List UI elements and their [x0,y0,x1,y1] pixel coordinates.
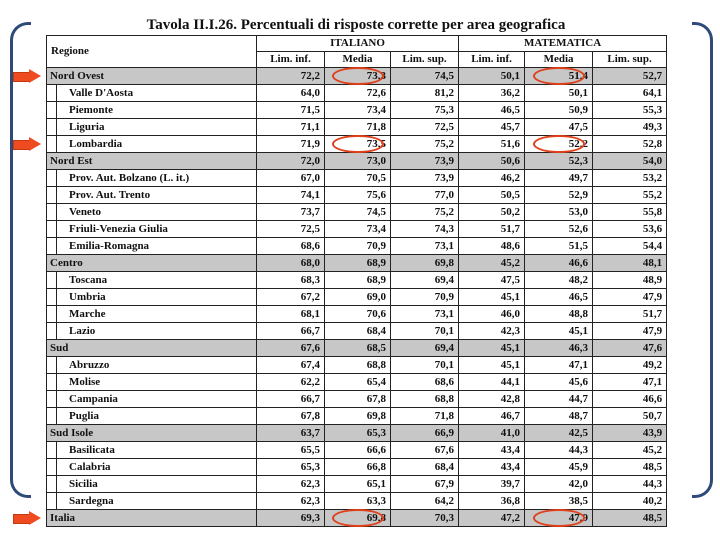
value-cell: 47,1 [593,374,667,391]
table-row [47,119,667,136]
header-ita-media: Media [325,52,391,68]
value-cell: 68,9 [325,272,391,289]
value-cell: 66,8 [325,459,391,476]
value-cell: 67,9 [391,476,459,493]
indent-cell [47,289,57,306]
table-row [47,476,667,493]
header-mat-media: Media [525,52,593,68]
region-name: Toscana [57,272,257,289]
value-cell: 48,8 [525,306,593,323]
value-cell: 45,2 [459,255,525,272]
value-cell: 65,5 [257,442,325,459]
value-cell: 67,6 [257,340,325,357]
value-cell: 72,2 [257,68,325,85]
value-cell: 64,1 [593,85,667,102]
value-cell: 67,8 [325,391,391,408]
value-cell: 51,5 [525,238,593,255]
value-cell: 68,4 [325,323,391,340]
region-name: Liguria [57,119,257,136]
highlight-arrow-icon [13,137,41,151]
table-row [47,238,667,255]
value-cell: 62,3 [257,476,325,493]
value-cell: 47,1 [525,357,593,374]
value-cell: 70,3 [391,510,459,527]
value-cell: 52,2 [525,136,593,153]
table-row [47,255,667,272]
indent-cell [47,459,57,476]
table-row [47,102,667,119]
highlight-oval [332,509,384,527]
value-cell: 73,9 [391,170,459,187]
value-cell: 48,2 [525,272,593,289]
indent-cell [47,323,57,340]
value-cell: 55,2 [593,187,667,204]
value-cell: 68,3 [257,272,325,289]
table-row [47,323,667,340]
value-cell: 45,6 [525,374,593,391]
indent-cell [47,442,57,459]
value-cell: 69,4 [391,272,459,289]
value-cell: 40,2 [593,493,667,510]
value-cell: 73,1 [391,306,459,323]
indent-cell [47,391,57,408]
value-cell: 70,5 [325,170,391,187]
table-row [47,187,667,204]
header-row-groups [47,36,667,52]
value-cell: 77,0 [391,187,459,204]
value-cell: 48,9 [593,272,667,289]
table-row [47,340,667,357]
table-row [47,442,667,459]
region-name: Calabria [57,459,257,476]
value-cell: 64,2 [391,493,459,510]
region-name: Puglia [57,408,257,425]
region-name: Lombardia [57,136,257,153]
region-group-name: Sud [47,340,257,357]
value-cell: 68,6 [391,374,459,391]
value-cell: 43,4 [459,459,525,476]
value-cell: 70,9 [325,238,391,255]
value-cell: 48,6 [459,238,525,255]
value-cell: 44,7 [525,391,593,408]
value-cell: 53,6 [593,221,667,238]
value-cell: 46,2 [459,170,525,187]
indent-cell [47,357,57,374]
value-cell: 73,4 [325,102,391,119]
region-name: Sicilia [57,476,257,493]
table-row [47,170,667,187]
region-name: Prov. Aut. Trento [57,187,257,204]
value-cell: 67,4 [257,357,325,374]
value-cell: 53,0 [525,204,593,221]
region-group-name: Nord Est [47,153,257,170]
value-cell: 36,2 [459,85,525,102]
header-ita-lim-sup: Lim. sup. [391,52,459,68]
value-cell: 48,5 [593,459,667,476]
region-name: Marche [57,306,257,323]
region-group-name: Italia [47,510,257,527]
value-cell: 52,8 [593,136,667,153]
value-cell: 75,2 [391,136,459,153]
value-cell: 53,2 [593,170,667,187]
value-cell: 69,8 [325,408,391,425]
indent-cell [47,187,57,204]
value-cell: 55,8 [593,204,667,221]
value-cell: 45,9 [525,459,593,476]
highlight-arrow-icon [13,511,41,525]
value-cell: 43,9 [593,425,667,442]
value-cell: 52,7 [593,68,667,85]
header-regione: Regione [47,36,257,68]
indent-cell [47,493,57,510]
indent-cell [47,221,57,238]
value-cell: 50,9 [525,102,593,119]
region-name: Friuli-Venezia Giulia [57,221,257,238]
value-cell: 65,3 [325,425,391,442]
value-cell: 64,0 [257,85,325,102]
value-cell: 73,7 [257,204,325,221]
table-row [47,391,667,408]
table-title: Tavola II.I.26. Percentuali di risposte corrette per area geografica [146,17,566,33]
value-cell: 47,2 [459,510,525,527]
value-cell: 47,9 [593,323,667,340]
value-cell: 74,3 [391,221,459,238]
value-cell: 41,0 [459,425,525,442]
value-cell: 62,3 [257,493,325,510]
value-cell: 75,2 [391,204,459,221]
value-cell: 74,1 [257,187,325,204]
value-cell: 69,8 [391,255,459,272]
value-cell: 68,9 [325,255,391,272]
value-cell: 46,0 [459,306,525,323]
value-cell: 45,1 [459,289,525,306]
value-cell: 47,9 [525,510,593,527]
value-cell: 50,6 [459,153,525,170]
table-row [47,85,667,102]
value-cell: 66,7 [257,323,325,340]
header-mat-lim-sup: Lim. sup. [593,52,667,68]
value-cell: 52,6 [525,221,593,238]
indent-cell [47,306,57,323]
value-cell: 51,6 [459,136,525,153]
value-cell: 47,5 [459,272,525,289]
value-cell: 52,3 [525,153,593,170]
value-cell: 46,7 [459,408,525,425]
indent-cell [47,136,57,153]
region-name: Veneto [57,204,257,221]
value-cell: 74,5 [325,204,391,221]
indent-cell [47,170,57,187]
value-cell: 73,4 [325,221,391,238]
region-group-name: Nord Ovest [47,68,257,85]
value-cell: 50,1 [525,85,593,102]
value-cell: 52,9 [525,187,593,204]
value-cell: 42,5 [525,425,593,442]
value-cell: 54,4 [593,238,667,255]
table-row [47,272,667,289]
table-row [47,374,667,391]
table-row [47,357,667,374]
value-cell: 63,3 [325,493,391,510]
region-name: Prov. Aut. Bolzano (L. it.) [57,170,257,187]
value-cell: 67,2 [257,289,325,306]
header-mat-lim-inf: Lim. inf. [459,52,525,68]
table-row [47,425,667,442]
value-cell: 48,7 [525,408,593,425]
region-name: Abruzzo [57,357,257,374]
value-cell: 73,1 [391,238,459,255]
table-row [47,408,667,425]
indent-cell [47,272,57,289]
value-cell: 67,0 [257,170,325,187]
value-cell: 47,6 [593,340,667,357]
value-cell: 65,4 [325,374,391,391]
value-cell: 49,2 [593,357,667,374]
value-cell: 68,6 [257,238,325,255]
indent-cell [47,102,57,119]
value-cell: 71,5 [257,102,325,119]
table-row [47,493,667,510]
value-cell: 72,0 [257,153,325,170]
value-cell: 50,7 [593,408,667,425]
value-cell: 68,1 [257,306,325,323]
value-cell: 70,6 [325,306,391,323]
value-cell: 65,1 [325,476,391,493]
value-cell: 73,3 [325,68,391,85]
value-cell: 36,8 [459,493,525,510]
value-cell: 49,3 [593,119,667,136]
value-cell: 47,5 [525,119,593,136]
header-italiano: ITALIANO [257,36,459,52]
value-cell: 67,6 [391,442,459,459]
value-cell: 69,3 [257,510,325,527]
results-table [46,35,667,527]
value-cell: 45,2 [593,442,667,459]
indent-cell [47,85,57,102]
right-bracket-decoration [692,22,713,498]
value-cell: 75,3 [391,102,459,119]
value-cell: 69,8 [325,510,391,527]
region-group-name: Sud Isole [47,425,257,442]
value-cell: 50,1 [459,68,525,85]
value-cell: 68,4 [391,459,459,476]
region-group-name: Centro [47,255,257,272]
header-ita-lim-inf: Lim. inf. [257,52,325,68]
value-cell: 71,8 [325,119,391,136]
value-cell: 54,0 [593,153,667,170]
indent-cell [47,119,57,136]
table-row [47,204,667,221]
value-cell: 73,5 [325,136,391,153]
value-cell: 72,5 [391,119,459,136]
value-cell: 46,3 [525,340,593,357]
value-cell: 69,4 [391,340,459,357]
value-cell: 51,4 [525,68,593,85]
value-cell: 46,6 [525,255,593,272]
indent-cell [47,204,57,221]
value-cell: 48,1 [593,255,667,272]
value-cell: 42,8 [459,391,525,408]
value-cell: 44,3 [593,476,667,493]
value-cell: 73,0 [325,153,391,170]
value-cell: 45,1 [459,357,525,374]
value-cell: 67,8 [257,408,325,425]
value-cell: 66,6 [325,442,391,459]
value-cell: 65,3 [257,459,325,476]
header-matematica: MATEMATICA [459,36,667,52]
value-cell: 72,5 [257,221,325,238]
value-cell: 70,1 [391,357,459,374]
value-cell: 49,7 [525,170,593,187]
region-name: Lazio [57,323,257,340]
value-cell: 45,1 [459,340,525,357]
indent-cell [47,374,57,391]
value-cell: 63,7 [257,425,325,442]
value-cell: 46,5 [459,102,525,119]
region-name: Umbria [57,289,257,306]
value-cell: 73,9 [391,153,459,170]
value-cell: 74,5 [391,68,459,85]
value-cell: 38,5 [525,493,593,510]
value-cell: 66,7 [257,391,325,408]
value-cell: 68,8 [391,391,459,408]
value-cell: 68,8 [325,357,391,374]
region-name: Molise [57,374,257,391]
value-cell: 51,7 [593,306,667,323]
value-cell: 71,1 [257,119,325,136]
table-row [47,289,667,306]
value-cell: 43,4 [459,442,525,459]
value-cell: 71,9 [257,136,325,153]
indent-cell [47,408,57,425]
value-cell: 51,7 [459,221,525,238]
region-name: Emilia-Romagna [57,238,257,255]
region-name: Valle D'Aosta [57,85,257,102]
value-cell: 69,0 [325,289,391,306]
value-cell: 46,6 [593,391,667,408]
left-bracket-decoration [10,22,31,498]
highlight-oval [332,67,384,85]
value-cell: 62,2 [257,374,325,391]
value-cell: 68,0 [257,255,325,272]
value-cell: 70,9 [391,289,459,306]
table-row [47,306,667,323]
value-cell: 50,5 [459,187,525,204]
value-cell: 44,3 [525,442,593,459]
value-cell: 48,5 [593,510,667,527]
highlight-oval [533,509,585,527]
value-cell: 55,3 [593,102,667,119]
table-row [47,221,667,238]
value-cell: 45,7 [459,119,525,136]
indent-cell [47,476,57,493]
region-name: Campania [57,391,257,408]
region-name: Sardegna [57,493,257,510]
value-cell: 39,7 [459,476,525,493]
value-cell: 70,1 [391,323,459,340]
highlight-oval [533,135,585,153]
table-row [47,153,667,170]
value-cell: 42,3 [459,323,525,340]
table-row [47,459,667,476]
value-cell: 47,9 [593,289,667,306]
highlight-oval [332,135,384,153]
indent-cell [47,238,57,255]
highlight-arrow-icon [13,69,41,83]
value-cell: 42,0 [525,476,593,493]
highlight-oval [533,67,585,85]
value-cell: 66,9 [391,425,459,442]
value-cell: 81,2 [391,85,459,102]
value-cell: 45,1 [525,323,593,340]
value-cell: 72,6 [325,85,391,102]
region-name: Piemonte [57,102,257,119]
value-cell: 68,5 [325,340,391,357]
region-name: Basilicata [57,442,257,459]
value-cell: 50,2 [459,204,525,221]
value-cell: 71,8 [391,408,459,425]
value-cell: 44,1 [459,374,525,391]
value-cell: 46,5 [525,289,593,306]
value-cell: 75,6 [325,187,391,204]
